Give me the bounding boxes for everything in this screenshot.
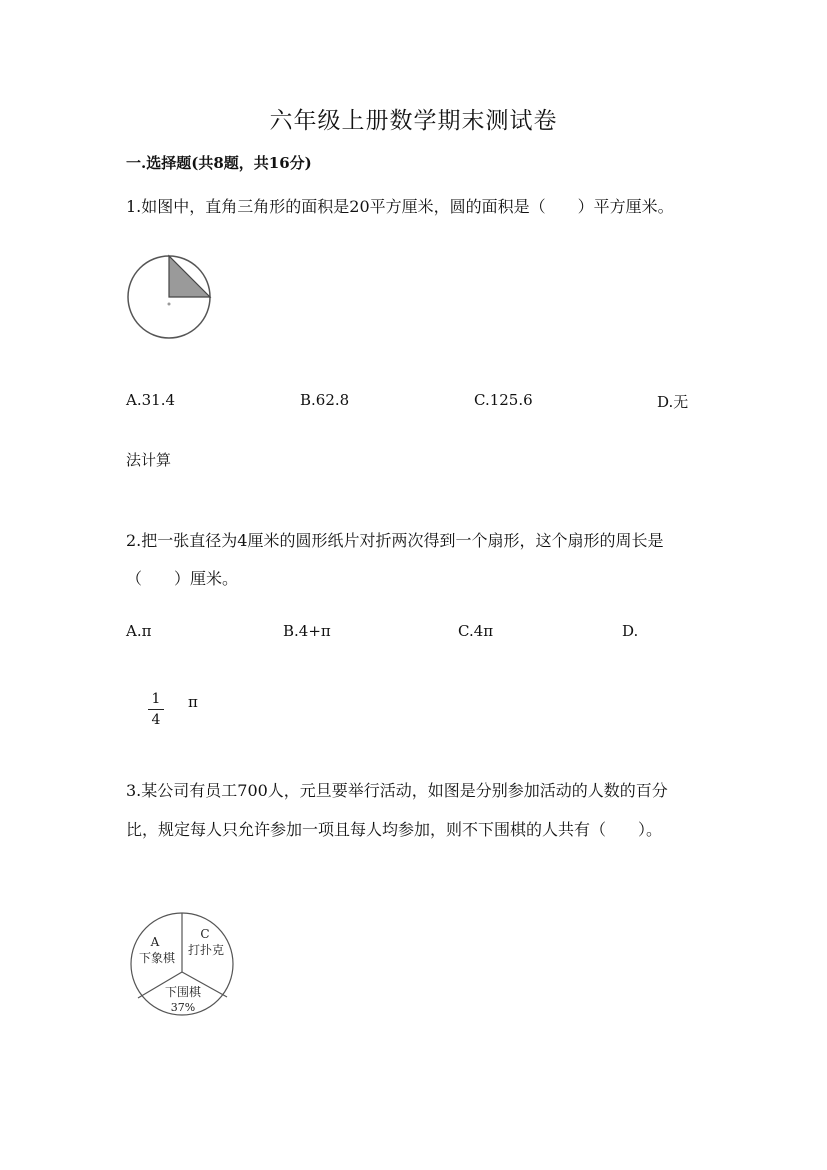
fraction-bar — [148, 709, 164, 710]
pie-label-b: 下围棋 — [164, 985, 202, 999]
q2-option-a[interactable]: A.π — [126, 622, 152, 640]
question-3-pie-chart — [128, 910, 240, 1020]
q2-option-b[interactable]: B.4+π — [283, 622, 331, 640]
q2-option-d[interactable]: D. — [622, 622, 639, 640]
pie-label-a-letter: A — [150, 935, 160, 949]
q1-option-b[interactable]: B.62.8 — [300, 391, 350, 409]
pie-label-c-letter: C — [200, 927, 210, 941]
pie-label-b-percent: 37% — [170, 1001, 196, 1014]
question-2-text-line1: 2.把一张直径为4厘米的圆形纸片对折两次得到一个扇形，这个扇形的周长是 — [126, 531, 664, 550]
q2-option-d-suffix: π — [188, 693, 198, 711]
pie-label-a: 下象棋 — [138, 951, 176, 965]
fraction-denominator: 4 — [151, 712, 161, 728]
pie-label-c: 打扑克 — [187, 943, 225, 957]
question-3-text-line1: 3.某公司有员工700人，元旦要举行活动，如图是分别参加活动的人数的百分 — [126, 781, 668, 800]
q1-option-d-wrap: 法计算 — [126, 451, 172, 469]
page-title: 六年级上册数学期末测试卷 — [269, 108, 558, 134]
question-3-text-line2: 比，规定每人只允许参加一项且每人均参加，则不下围棋的人共有（ ）。 — [126, 820, 663, 839]
q1-option-a[interactable]: A.31.4 — [126, 391, 175, 409]
question-1-figure — [126, 252, 216, 342]
center-dot — [168, 303, 171, 306]
q2-option-c[interactable]: C.4π — [458, 622, 494, 640]
q2-option-d-fraction — [148, 690, 164, 729]
q1-option-c[interactable]: C.125.6 — [474, 391, 533, 409]
question-1-text: 1.如图中，直角三角形的面积是20平方厘米，圆的面积是（ ）平方厘米。 — [126, 197, 674, 216]
section-heading: 一.选择题(共8题，共16分) — [126, 154, 312, 172]
fraction-numerator: 1 — [151, 691, 161, 707]
question-2-text-line2: （ ）厘米。 — [126, 569, 239, 588]
q1-option-d[interactable]: D.无 — [657, 393, 689, 411]
